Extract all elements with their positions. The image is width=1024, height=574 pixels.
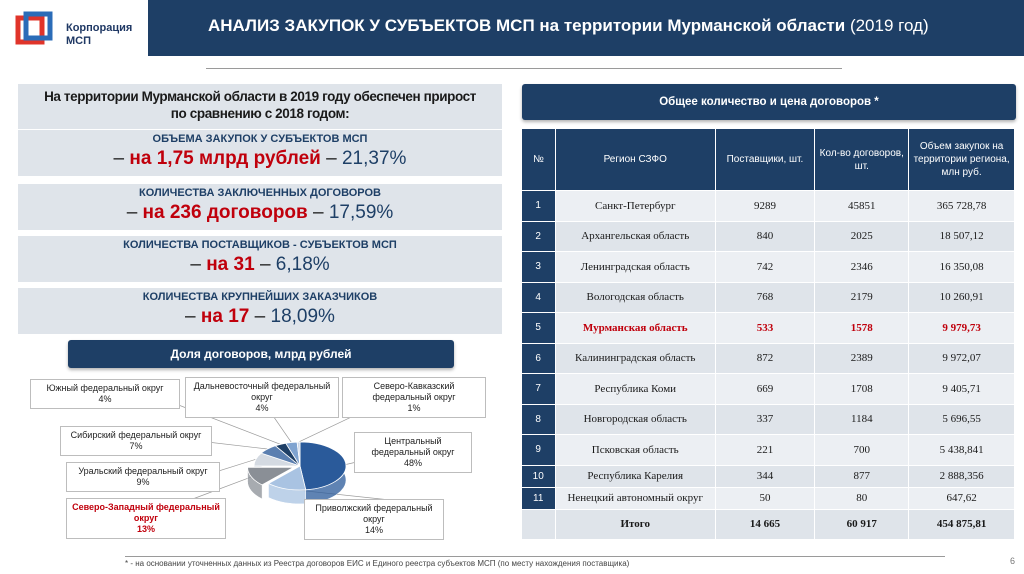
- title-year: (2019 год): [849, 16, 929, 35]
- stat-contracts: [18, 184, 502, 230]
- cell-contracts: 1184: [815, 404, 909, 435]
- intro-box: [18, 84, 502, 129]
- pie-label-name: Уральский федеральный округ: [78, 466, 208, 476]
- cell-suppliers: 50: [715, 487, 815, 509]
- cell-volume: 9 972,07: [909, 343, 1015, 374]
- cell-volume: 365 728,78: [909, 191, 1015, 222]
- stat-amount: на 31: [206, 254, 255, 275]
- cell-region: Ленинградская область: [555, 252, 715, 283]
- footnote: * - на основании уточненных данных из Реестра договоров ЕИС и Единого реестра субъектов МСП (по месту нахождения поставщика): [125, 556, 945, 568]
- table-row: [522, 435, 1015, 466]
- cell-volume: 10 260,91: [909, 282, 1015, 313]
- cell-suppliers: 742: [715, 252, 815, 283]
- cell-volume: 9 979,73: [909, 313, 1015, 344]
- stat-percent: 21,37%: [341, 148, 407, 169]
- col-header-suppliers: Поставщики, шт.: [715, 129, 815, 191]
- pie-label-value: 4%: [255, 403, 269, 413]
- cell-contracts: 1578: [815, 313, 909, 344]
- cell-suppliers: 872: [715, 343, 815, 374]
- title-bar: [148, 0, 1024, 56]
- cell-contracts: 700: [815, 435, 909, 466]
- cell-contracts: 80: [815, 487, 909, 509]
- cell-region: Республика Коми: [555, 374, 715, 405]
- pie-label-north-west: [66, 498, 226, 539]
- cell-contracts: 2346: [815, 252, 909, 283]
- cell-total-suppliers: 14 665: [715, 509, 815, 539]
- cell-suppliers: 768: [715, 282, 815, 313]
- stat-label: КОЛИЧЕСТВА КРУПНЕЙШИХ ЗАКАЗЧИКОВ: [142, 291, 378, 303]
- cell-suppliers: 337: [715, 404, 815, 435]
- cell-region: Санкт-Петербург: [555, 191, 715, 222]
- table-total-row: [522, 509, 1015, 539]
- stat-percent: 6,18%: [275, 254, 330, 275]
- cell-volume: 5 696,55: [909, 404, 1015, 435]
- cell-suppliers: 533: [715, 313, 815, 344]
- cell-contracts: 2025: [815, 221, 909, 252]
- cell-region: Мурманская область: [555, 313, 715, 344]
- col-header-region: Регион СЗФО: [555, 129, 715, 191]
- cell-number: 4: [522, 282, 556, 313]
- cell-volume: 9 405,71: [909, 374, 1015, 405]
- pie-label-value: 7%: [129, 441, 143, 451]
- dash: –: [113, 148, 125, 169]
- cell-number: 10: [522, 465, 556, 487]
- cell-number: 2: [522, 221, 556, 252]
- pie-label-value: 9%: [136, 477, 150, 487]
- table-row: [522, 313, 1015, 344]
- logo-line1: Корпорация: [66, 22, 133, 34]
- cell-number: 1: [522, 191, 556, 222]
- cell-volume: 2 888,356: [909, 465, 1015, 487]
- pie-label-name: Центральный федеральный округ: [371, 436, 455, 457]
- table-body: [522, 191, 1015, 540]
- stat-amount: на 17: [200, 306, 250, 327]
- stat-percent: 17,59%: [328, 202, 394, 223]
- cell-contracts: 45851: [815, 191, 909, 222]
- col-header-number: №: [522, 129, 556, 191]
- cell-region: Ненецкий автономный округ: [555, 487, 715, 509]
- table-row: [522, 487, 1015, 509]
- dash: –: [254, 306, 266, 327]
- pie-label-south: [30, 379, 180, 409]
- cell-volume: 647,62: [909, 487, 1015, 509]
- logo: [14, 10, 144, 54]
- table-row: [522, 191, 1015, 222]
- cell-number: 8: [522, 404, 556, 435]
- pie-label-value: 4%: [98, 394, 112, 404]
- stat-label: КОЛИЧЕСТВА ЗАКЛЮЧЕННЫХ ДОГОВОРОВ: [138, 187, 381, 199]
- cell-total-number: [522, 509, 556, 539]
- stat-customers: [18, 288, 502, 334]
- stat-amount: на 1,75 млрд рублей: [129, 148, 321, 169]
- pie-label-value: 13%: [136, 524, 155, 534]
- logo-icon: [14, 10, 54, 50]
- cell-region: Псковская область: [555, 435, 715, 466]
- table-row: [522, 404, 1015, 435]
- table-row: [522, 374, 1015, 405]
- cell-contracts: 2179: [815, 282, 909, 313]
- cell-volume: 16 350,08: [909, 252, 1015, 283]
- cell-total-volume: 454 875,81: [909, 509, 1015, 539]
- cell-number: 6: [522, 343, 556, 374]
- table-row: [522, 252, 1015, 283]
- cell-number: 5: [522, 313, 556, 344]
- cell-total-contracts: 60 917: [815, 509, 909, 539]
- pie-label-volga: [304, 499, 444, 540]
- cell-suppliers: 221: [715, 435, 815, 466]
- pie-label-siberia: [60, 426, 212, 456]
- pie-label-name: Северо-Западный федеральный округ: [72, 502, 220, 523]
- pie-label-value: 14%: [364, 525, 383, 535]
- table-header-row: [522, 129, 1015, 191]
- cell-number: 3: [522, 252, 556, 283]
- page-title: [208, 16, 929, 36]
- dash: –: [326, 148, 337, 169]
- cell-suppliers: 9289: [715, 191, 815, 222]
- pie-label-name: Южный федеральный округ: [46, 383, 164, 393]
- pie-label-name: Сибирский федеральный округ: [70, 430, 202, 440]
- intro-line1: На территории Мурманской области в 2019 году обеспечен прирост: [44, 89, 476, 104]
- pie-label-name: Приволжский федеральный округ: [315, 503, 433, 524]
- table-row: [522, 343, 1015, 374]
- cell-suppliers: 669: [715, 374, 815, 405]
- cell-volume: 5 438,841: [909, 435, 1015, 466]
- table-title: Общее количество и цена договоров *: [522, 84, 1016, 120]
- dash: –: [126, 202, 138, 223]
- pie-chart-title: Доля договоров, млрд рублей: [68, 340, 454, 368]
- dash: –: [190, 254, 201, 275]
- page-number: 6: [1010, 556, 1016, 566]
- cell-region: Вологодская область: [555, 282, 715, 313]
- intro-line2: по сравнению с 2018 годом:: [170, 106, 350, 121]
- col-header-volume: Объем закупок на территории региона, млн руб.: [909, 129, 1015, 191]
- pie-label-far-east: [185, 377, 339, 418]
- cell-suppliers: 344: [715, 465, 815, 487]
- pie-label-north-caucasus: [342, 377, 486, 418]
- cell-suppliers: 840: [715, 221, 815, 252]
- stat-label: ОБЪЕМА ЗАКУПОК У СУБЪЕКТОВ МСП: [152, 133, 368, 145]
- cell-region: Новгородская область: [555, 404, 715, 435]
- table-row: [522, 282, 1015, 313]
- cell-number: 9: [522, 435, 556, 466]
- col-header-contracts: Кол-во договоров, шт.: [815, 129, 909, 191]
- stat-suppliers: [18, 236, 502, 282]
- title-main: АНАЛИЗ ЗАКУПОК У СУБЪЕКТОВ МСП на территории Мурманской области: [208, 16, 846, 35]
- table-row: [522, 221, 1015, 252]
- stat-purchase-volume: [18, 130, 502, 176]
- logo-line2: МСП: [66, 35, 92, 47]
- cell-contracts: 877: [815, 465, 909, 487]
- stat-amount: на 236 договоров: [142, 202, 308, 223]
- cell-number: 11: [522, 487, 556, 509]
- dash: –: [259, 254, 271, 275]
- pie-slices: [248, 442, 346, 490]
- divider: [206, 68, 842, 69]
- cell-region: Калининградская область: [555, 343, 715, 374]
- pie-label-central: [354, 432, 472, 473]
- pie-label-name: Северо-Кавказский федеральный округ: [372, 381, 456, 402]
- cell-region: Республика Карелия: [555, 465, 715, 487]
- cell-volume: 18 507,12: [909, 221, 1015, 252]
- cell-contracts: 2389: [815, 343, 909, 374]
- cell-number: 7: [522, 374, 556, 405]
- pie-label-value: 48%: [403, 458, 422, 468]
- stat-percent: 18,09%: [270, 306, 335, 327]
- table-row: [522, 465, 1015, 487]
- contracts-table: [521, 128, 1015, 540]
- cell-total-label: Итого: [555, 509, 715, 539]
- cell-region: Архангельская область: [555, 221, 715, 252]
- pie-label-name: Дальневосточный федеральный округ: [193, 381, 331, 402]
- dash: –: [185, 306, 196, 327]
- pie-label-value: 1%: [407, 403, 421, 413]
- pie-label-ural: [66, 462, 220, 492]
- cell-contracts: 1708: [815, 374, 909, 405]
- dash: –: [313, 202, 324, 223]
- stat-label: КОЛИЧЕСТВА ПОСТАВЩИКОВ - СУБЪЕКТОВ МСП: [123, 239, 397, 251]
